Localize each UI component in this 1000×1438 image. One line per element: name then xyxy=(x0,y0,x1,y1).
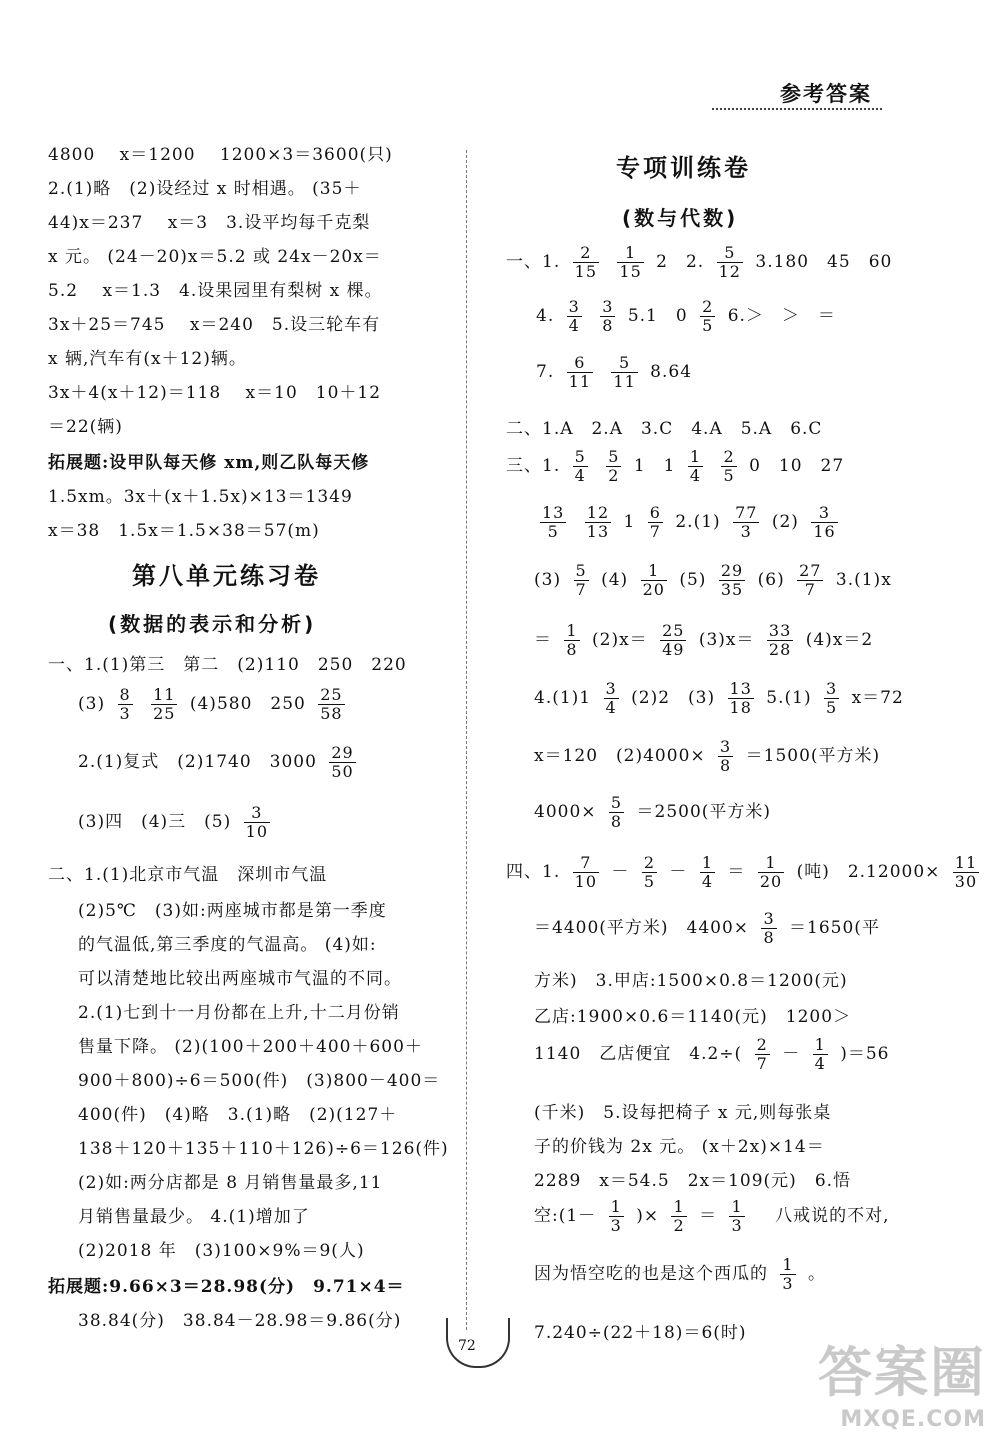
extension-line: 拓展题:9.66×3＝28.98(分) 9.71×4＝ xyxy=(48,1277,405,1297)
fraction-line: 因为悟空吃的也是这个西瓜的 $\frac{1}{3}$ 。 xyxy=(534,1255,826,1293)
fraction: $\frac{29}{50}$ xyxy=(331,743,354,781)
fraction-line xyxy=(78,744,362,781)
fraction-line: 4000× $\frac{5}{8}$ ＝2500(平方米) xyxy=(534,793,772,831)
fraction-line: 1140 乙店便宜 4.2÷( $\frac{2}{7}$ － $\frac{1}{4}$ )＝56 xyxy=(534,1035,890,1073)
fraction-line: 四、1. $\frac{7}{10}$ － $\frac{2}{5}$ － $\frac{1}{4}$ ＝ $\frac{1}{20}$ (吨) 2.12000× $\frac{11}{30}$ xyxy=(506,853,978,891)
answer-line: 一、1.(1)第三 第二 (2)110 250 220 xyxy=(48,655,407,675)
answer-line: (2)如:两分店都是 8 月销售量最多,11 xyxy=(78,1173,383,1193)
text: (3)四 (4)三 (5) xyxy=(78,812,232,832)
answer-line: 44)x＝237 x＝3 3.设平均每千克梨 xyxy=(48,213,371,233)
page-number: 72 xyxy=(458,1338,476,1354)
answer-line: 二、1.A 2.A 3.C 4.A 5.A 6.C xyxy=(506,419,823,439)
fraction: $\frac{11}{25}$ xyxy=(153,685,176,723)
text: 2.(1)复式 (2)1740 3000 xyxy=(78,752,317,772)
answer-line: 4800 x＝1200 1200×3＝3600(只) xyxy=(48,145,393,165)
fraction-line: 7. $\frac{6}{11}$ $\frac{5}{11}$ 8.64 xyxy=(536,353,693,391)
answer-line: 38.84(分) 38.84－28.98＝9.86(分) xyxy=(78,1311,402,1331)
answer-line: 2.(1)七到十一月份都在上升,十二月份销 xyxy=(78,1003,400,1023)
answer-line: 138＋120＋135＋110＋126)÷6＝126(件) xyxy=(78,1139,449,1159)
answer-line: (2)5℃ (3)如:两座城市都是第一季度 xyxy=(78,901,387,921)
column-divider xyxy=(466,150,467,1330)
fraction: $\frac{3}{10}$ xyxy=(245,803,269,841)
fraction-line: 空:(1－ $\frac{1}{3}$ )× $\frac{1}{2}$ ＝ $\frac{1}{3}$ 八戒说的不对, xyxy=(534,1197,890,1235)
answer-line: 3x＋25＝745 x＝240 5.设三轮车有 xyxy=(48,315,381,335)
watermark-logo: 答案圈 xyxy=(818,1341,986,1404)
fraction-line: 4. $\frac{3}{4}$ $\frac{3}{8}$ 5.1 0 $\frac{2}{5}$ 6.＞ ＞ ＝ xyxy=(536,297,836,335)
unit8-subtitle: (数据的表示和分析) xyxy=(108,612,317,636)
answer-line: 方米) 3.甲店:1500×0.8＝1200(元) xyxy=(534,971,848,991)
section-label: 参考答案 xyxy=(780,82,872,106)
answer-line: 7.240÷(22＋18)＝6(时) xyxy=(534,1323,747,1343)
fraction-line xyxy=(78,686,351,723)
fraction-line: 三、1. $\frac{5}{4}$ $\frac{5}{2}$ 1 1 $\frac{1}{4}$ $\frac{2}{5}$ 0 10 27 xyxy=(506,447,845,485)
answer-line: 子的价钱为 2x 元。 (x＋2x)×14＝ xyxy=(534,1137,825,1157)
fraction-line: $\frac{13}{5}$ $\frac{12}{13}$ 1 $\frac{6}{7}$ 2.(1) $\frac{77}{3}$ (2) $\frac{3}{16}$ xyxy=(542,503,836,541)
watermark-url: MXQE.COM xyxy=(840,1407,986,1432)
answer-line: x＝38 1.5x＝1.5×38＝57(m) xyxy=(48,521,320,541)
answer-line: 5.2 x＝1.3 4.设果园里有梨树 x 棵。 xyxy=(48,281,383,301)
fraction-line: x＝120 (2)4000× $\frac{3}{8}$ ＝1500(平方米) xyxy=(534,737,881,775)
answer-line: (千米) 5.设每把椅子 x 元,则每张桌 xyxy=(534,1103,832,1123)
fraction-line xyxy=(78,804,276,841)
answer-line: 1.5xm。3x＋(x＋1.5x)×13＝1349 xyxy=(48,487,353,507)
answer-line: x 元。 (24－20)x＝5.2 或 24x－20x＝ xyxy=(48,247,382,267)
answer-line: 900＋800)÷6＝500(件) (3)800－400＝ xyxy=(78,1071,441,1091)
watermark xyxy=(818,1330,986,1432)
answer-line: 售量下降。 (2)(100＋200＋400＋600＋ xyxy=(78,1037,423,1057)
answer-line: (2)2018 年 (3)100×9%＝9(人) xyxy=(78,1241,365,1261)
answer-line: 的气温低,第三季度的气温高。 (4)如: xyxy=(78,935,377,955)
fraction-line: ＝ $\frac{1}{8}$ (2)x＝ $\frac{25}{49}$ (3)x＝ $\frac{33}{28}$ (4)x＝2 xyxy=(534,621,874,659)
answer-line: 可以清楚地比较出两座城市气温的不同。 xyxy=(78,969,402,989)
answer-line: 二、1.(1)北京市气温 深圳市气温 xyxy=(48,865,328,885)
answer-line: ＝22(辆) xyxy=(48,417,123,437)
unit8-title: 第八单元练习卷 xyxy=(132,562,321,590)
fraction-line: 一、1. $\frac{2}{15}$ $\frac{1}{15}$ 2 2. $\frac{5}{12}$ 3.180 45 60 xyxy=(506,243,893,281)
fraction: $\frac{8}{3}$ xyxy=(119,685,131,723)
extension-line: 拓展题:设甲队每天修 xm,则乙队每天修 xyxy=(48,453,370,473)
answer-line: 2289 x＝54.5 2x＝109(元) 6.悟 xyxy=(534,1171,852,1191)
answer-line: 月销售量最少。 4.(1)增加了 xyxy=(78,1207,310,1227)
answer-line: 3x＋4(x＋12)＝118 x＝10 10＋12 xyxy=(48,383,382,403)
page-number-ornament xyxy=(446,1318,510,1368)
text: (4)580 250 xyxy=(189,694,306,714)
answer-line: 2.(1)略 (2)设经过 x 时相遇。 (35＋ xyxy=(48,179,362,199)
header-rule xyxy=(712,108,882,110)
fraction-line: ＝4400(平方米) 4400× $\frac{3}{8}$ ＝1650(平 xyxy=(534,909,880,947)
special-title: 专项训练卷 xyxy=(616,154,751,182)
answer-line: 乙店:1900×0.6＝1140(元) 1200＞ xyxy=(534,1007,852,1027)
fraction: $\frac{25}{58}$ xyxy=(320,685,343,723)
special-subtitle: (数与代数) xyxy=(622,206,739,230)
answer-line: 400(件) (4)略 3.(1)略 (2)(127＋ xyxy=(78,1105,398,1125)
fraction-line: 4.(1)1 $\frac{3}{4}$ (2)2 (3) $\frac{13}{18}$ 5.(1) $\frac{3}{5}$ x＝72 xyxy=(534,679,904,717)
text: (3) xyxy=(78,694,106,714)
answer-line: x 辆,汽车有(x＋12)辆。 xyxy=(48,349,247,369)
fraction-line: (3) $\frac{5}{7}$ (4) $\frac{1}{20}$ (5) $\frac{29}{35}$ (6) $\frac{27}{7}$ 3.(1)x xyxy=(534,561,892,599)
